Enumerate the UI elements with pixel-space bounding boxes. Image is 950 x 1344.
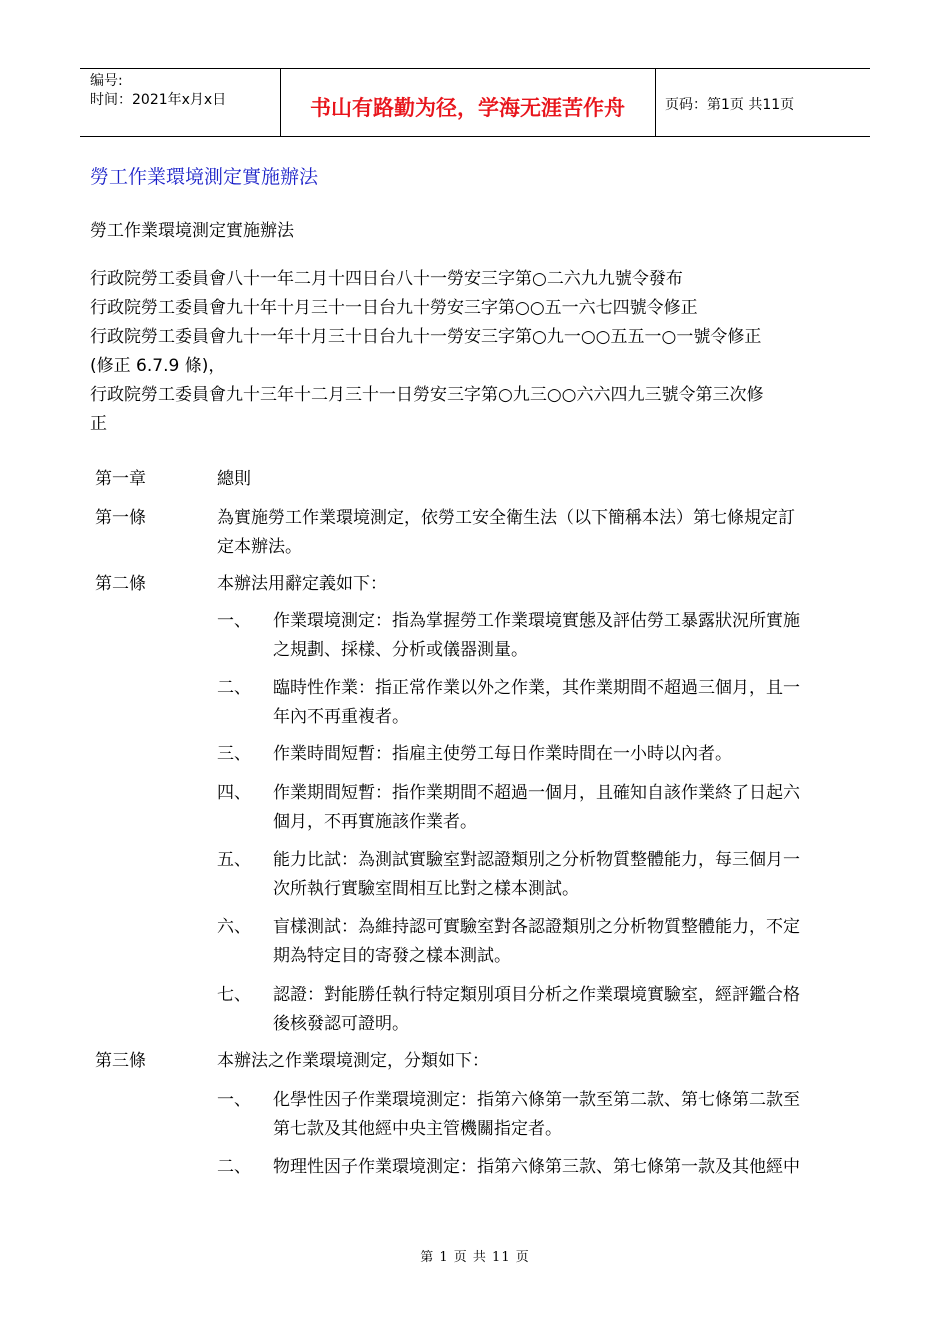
history-line: 行政院勞工委員會九十三年十二月三十一日勞安三字第○九三○○六六四九三號令第三次修 — [90, 385, 764, 405]
item-text — [273, 1086, 870, 1144]
item-line: 作業時間短暫：指雇主使勞工每日作業時間在一小時以內者。 — [273, 744, 732, 764]
article-label: 第一條 — [95, 508, 146, 528]
header-page-label: 页码：第1页 共11页 — [665, 97, 795, 113]
item-line: 臨時性作業：指正常作業以外之作業，其作業期間不超過三個月，且一 — [273, 678, 800, 698]
item-line: 第七款及其他經中央主管機關指定者。 — [273, 1119, 562, 1139]
item-line: 作業環境測定：指為掌握勞工作業環境實態及評估勞工暴露狀況所實施 — [273, 611, 800, 631]
item-line: 盲樣測試：為維持認可實驗室對各認證類別之分析物質整體能力，不定 — [273, 917, 800, 937]
header-top-rule — [80, 68, 870, 69]
article-text — [217, 504, 870, 562]
article-text: 本辦法之作業環境測定，分類如下： — [217, 1051, 489, 1071]
revision-history — [90, 265, 870, 439]
header-motto: 书山有路勤为径，学海无涯苦作舟 — [310, 95, 625, 120]
item-line: 作業期間短暫：指作業期間不超過一個月，且確知自該作業終了日起六 — [273, 783, 800, 803]
item-text — [273, 1153, 870, 1182]
item-text — [273, 607, 870, 665]
document-title: 勞工作業環境測定實施辦法 — [90, 166, 319, 188]
item-line: 之規劃、採樣、分析或儀器測量。 — [273, 640, 528, 660]
article-label: 第三條 — [95, 1051, 146, 1071]
item-line: 化學性因子作業環境測定：指第六條第一款至第二款、第七條第二款至 — [273, 1090, 800, 1110]
item-line: 認證：對能勝任執行特定類別項目分析之作業環境實驗室，經評鑑合格 — [273, 985, 800, 1005]
header-bottom-rule — [80, 136, 870, 137]
history-line: 行政院勞工委員會八十一年二月十四日台八十一勞安三字第○二六九九號令發布 — [90, 269, 683, 289]
item-line: 期為特定目的寄發之樣本測試。 — [273, 946, 511, 966]
item-number: 一、 — [217, 611, 251, 631]
item-text — [273, 846, 870, 904]
item-number: 二、 — [217, 678, 251, 698]
item-line: 後核發認可證明。 — [273, 1014, 409, 1034]
document-subtitle: 勞工作業環境測定實施辦法 — [90, 221, 294, 241]
item-line: 物理性因子作業環境測定：指第六條第三款、第七條第一款及其他經中 — [273, 1157, 800, 1177]
item-line: 年內不再重複者。 — [273, 707, 409, 727]
history-line: 行政院勞工委員會九十一年十月三十日台九十一勞安三字第○九一○○五五一○一號令修正 — [90, 327, 762, 347]
item-text — [273, 740, 870, 769]
history-line: 正 — [90, 414, 107, 434]
item-number: 五、 — [217, 850, 251, 870]
item-text — [273, 981, 870, 1039]
chapter-text: 總則 — [217, 469, 251, 489]
item-number: 二、 — [217, 1157, 251, 1177]
item-text — [273, 674, 870, 732]
history-line: 行政院勞工委員會九十年十月三十一日台九十勞安三字第○○五一六七四號令修正 — [90, 298, 698, 318]
header-divider — [655, 68, 656, 136]
item-text — [273, 779, 870, 837]
item-number: 三、 — [217, 744, 251, 764]
header-meta — [90, 72, 226, 110]
chapter-label: 第一章 — [95, 469, 146, 489]
item-number: 六、 — [217, 917, 251, 937]
time-label: 时间：2021年x月x日 — [90, 92, 227, 108]
article-line: 定本辦法。 — [217, 537, 302, 557]
article-line: 為實施勞工作業環境測定，依勞工安全衛生法（以下簡稱本法）第七條規定訂 — [217, 508, 795, 528]
item-line: 次所執行實驗室間相互比對之樣本測試。 — [273, 879, 579, 899]
item-number: 七、 — [217, 985, 251, 1005]
history-line: (修正 6.7.9 條)， — [90, 356, 226, 376]
item-text — [273, 913, 870, 971]
page-footer: 第 1 页 共 11 页 — [420, 1250, 530, 1265]
item-number: 四、 — [217, 783, 251, 803]
code-label: 编号: — [90, 73, 123, 89]
item-line: 個月，不再實施該作業者。 — [273, 812, 477, 832]
article-text: 本辦法用辭定義如下： — [217, 574, 387, 594]
item-line: 能力比試：為測試實驗室對認證類別之分析物質整體能力，每三個月一 — [273, 850, 800, 870]
item-number: 一、 — [217, 1090, 251, 1110]
article-label: 第二條 — [95, 574, 146, 594]
